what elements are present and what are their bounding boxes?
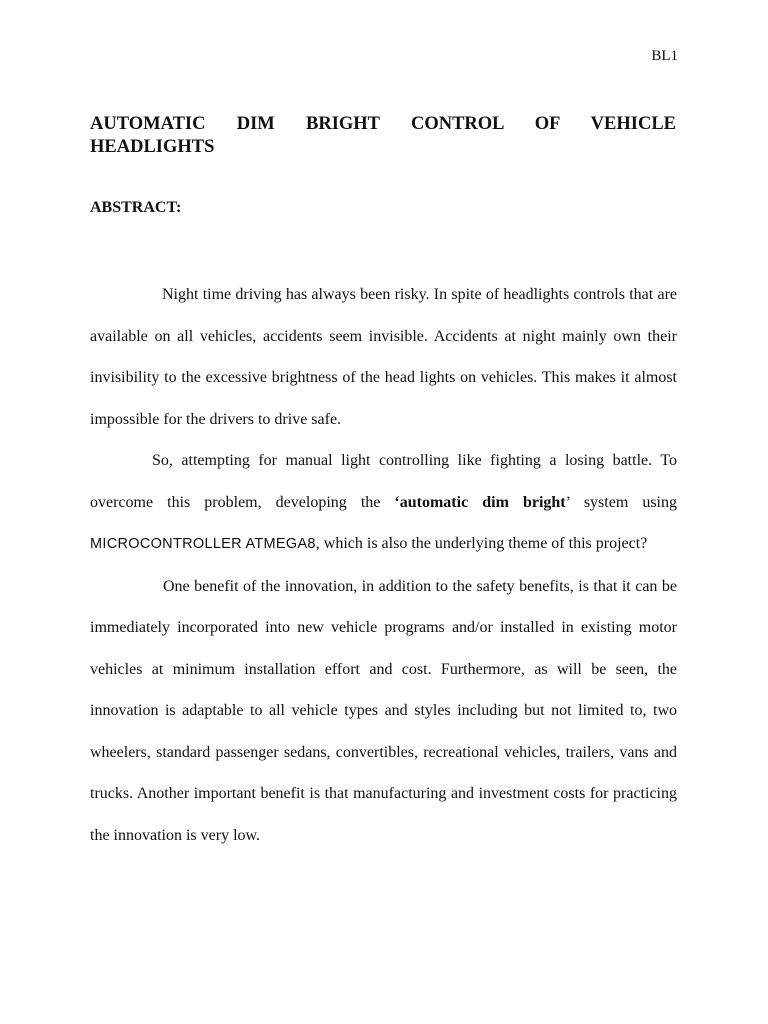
page-number: BL1: [651, 48, 678, 64]
paragraph-1: Night time driving has always been risky. In spite of headlights controls that are available on all vehicles, accidents seem invisible. Accidents at night mainly own their invisibility to the excessive brightness of the head lights on vehicles. This makes it almost impossible for the drivers to drive safe.: [90, 286, 677, 428]
paragraph-2-text-end: , which is also the underlying theme of this project?: [315, 535, 648, 552]
paragraph-2-text-start: So, attempting for manual light controlling like fighting a losing battle. To overcome this problem, developing the: [90, 452, 677, 511]
document-title: [90, 113, 676, 159]
abstract-heading: ABSTRACT:: [90, 199, 182, 216]
paragraph-2-text-middle: ’ system using: [565, 493, 678, 511]
paragraph-3: One benefit of the innovation, in addition to the safety benefits, is that it can be immediately incorporated into new vehicle programs and/or installed in existing motor vehicles at minimum installation effort and cost. Furthermore, as will be seen, the innovation is adaptable to all vehicle types and styles including but not limited to, two wheelers, standard passenger sedans, convertibles, recreational vehicles, trailers, vans and trucks. Another important benefit is that manufacturing and investment costs for practicing the innovation is very low.: [90, 577, 677, 844]
paragraph-2-bold-term: ‘automatic dim bright: [394, 493, 566, 511]
title-line-1: AUTOMATIC DIM BRIGHT CONTROL OF VEHICLE: [90, 114, 676, 134]
paragraph-2: [90, 440, 677, 566]
abstract-body: [90, 274, 677, 856]
title-line-2: HEADLIGHTS: [90, 137, 215, 157]
microcontroller-name: MICROCONTROLLER ATMEGA8: [90, 536, 316, 552]
